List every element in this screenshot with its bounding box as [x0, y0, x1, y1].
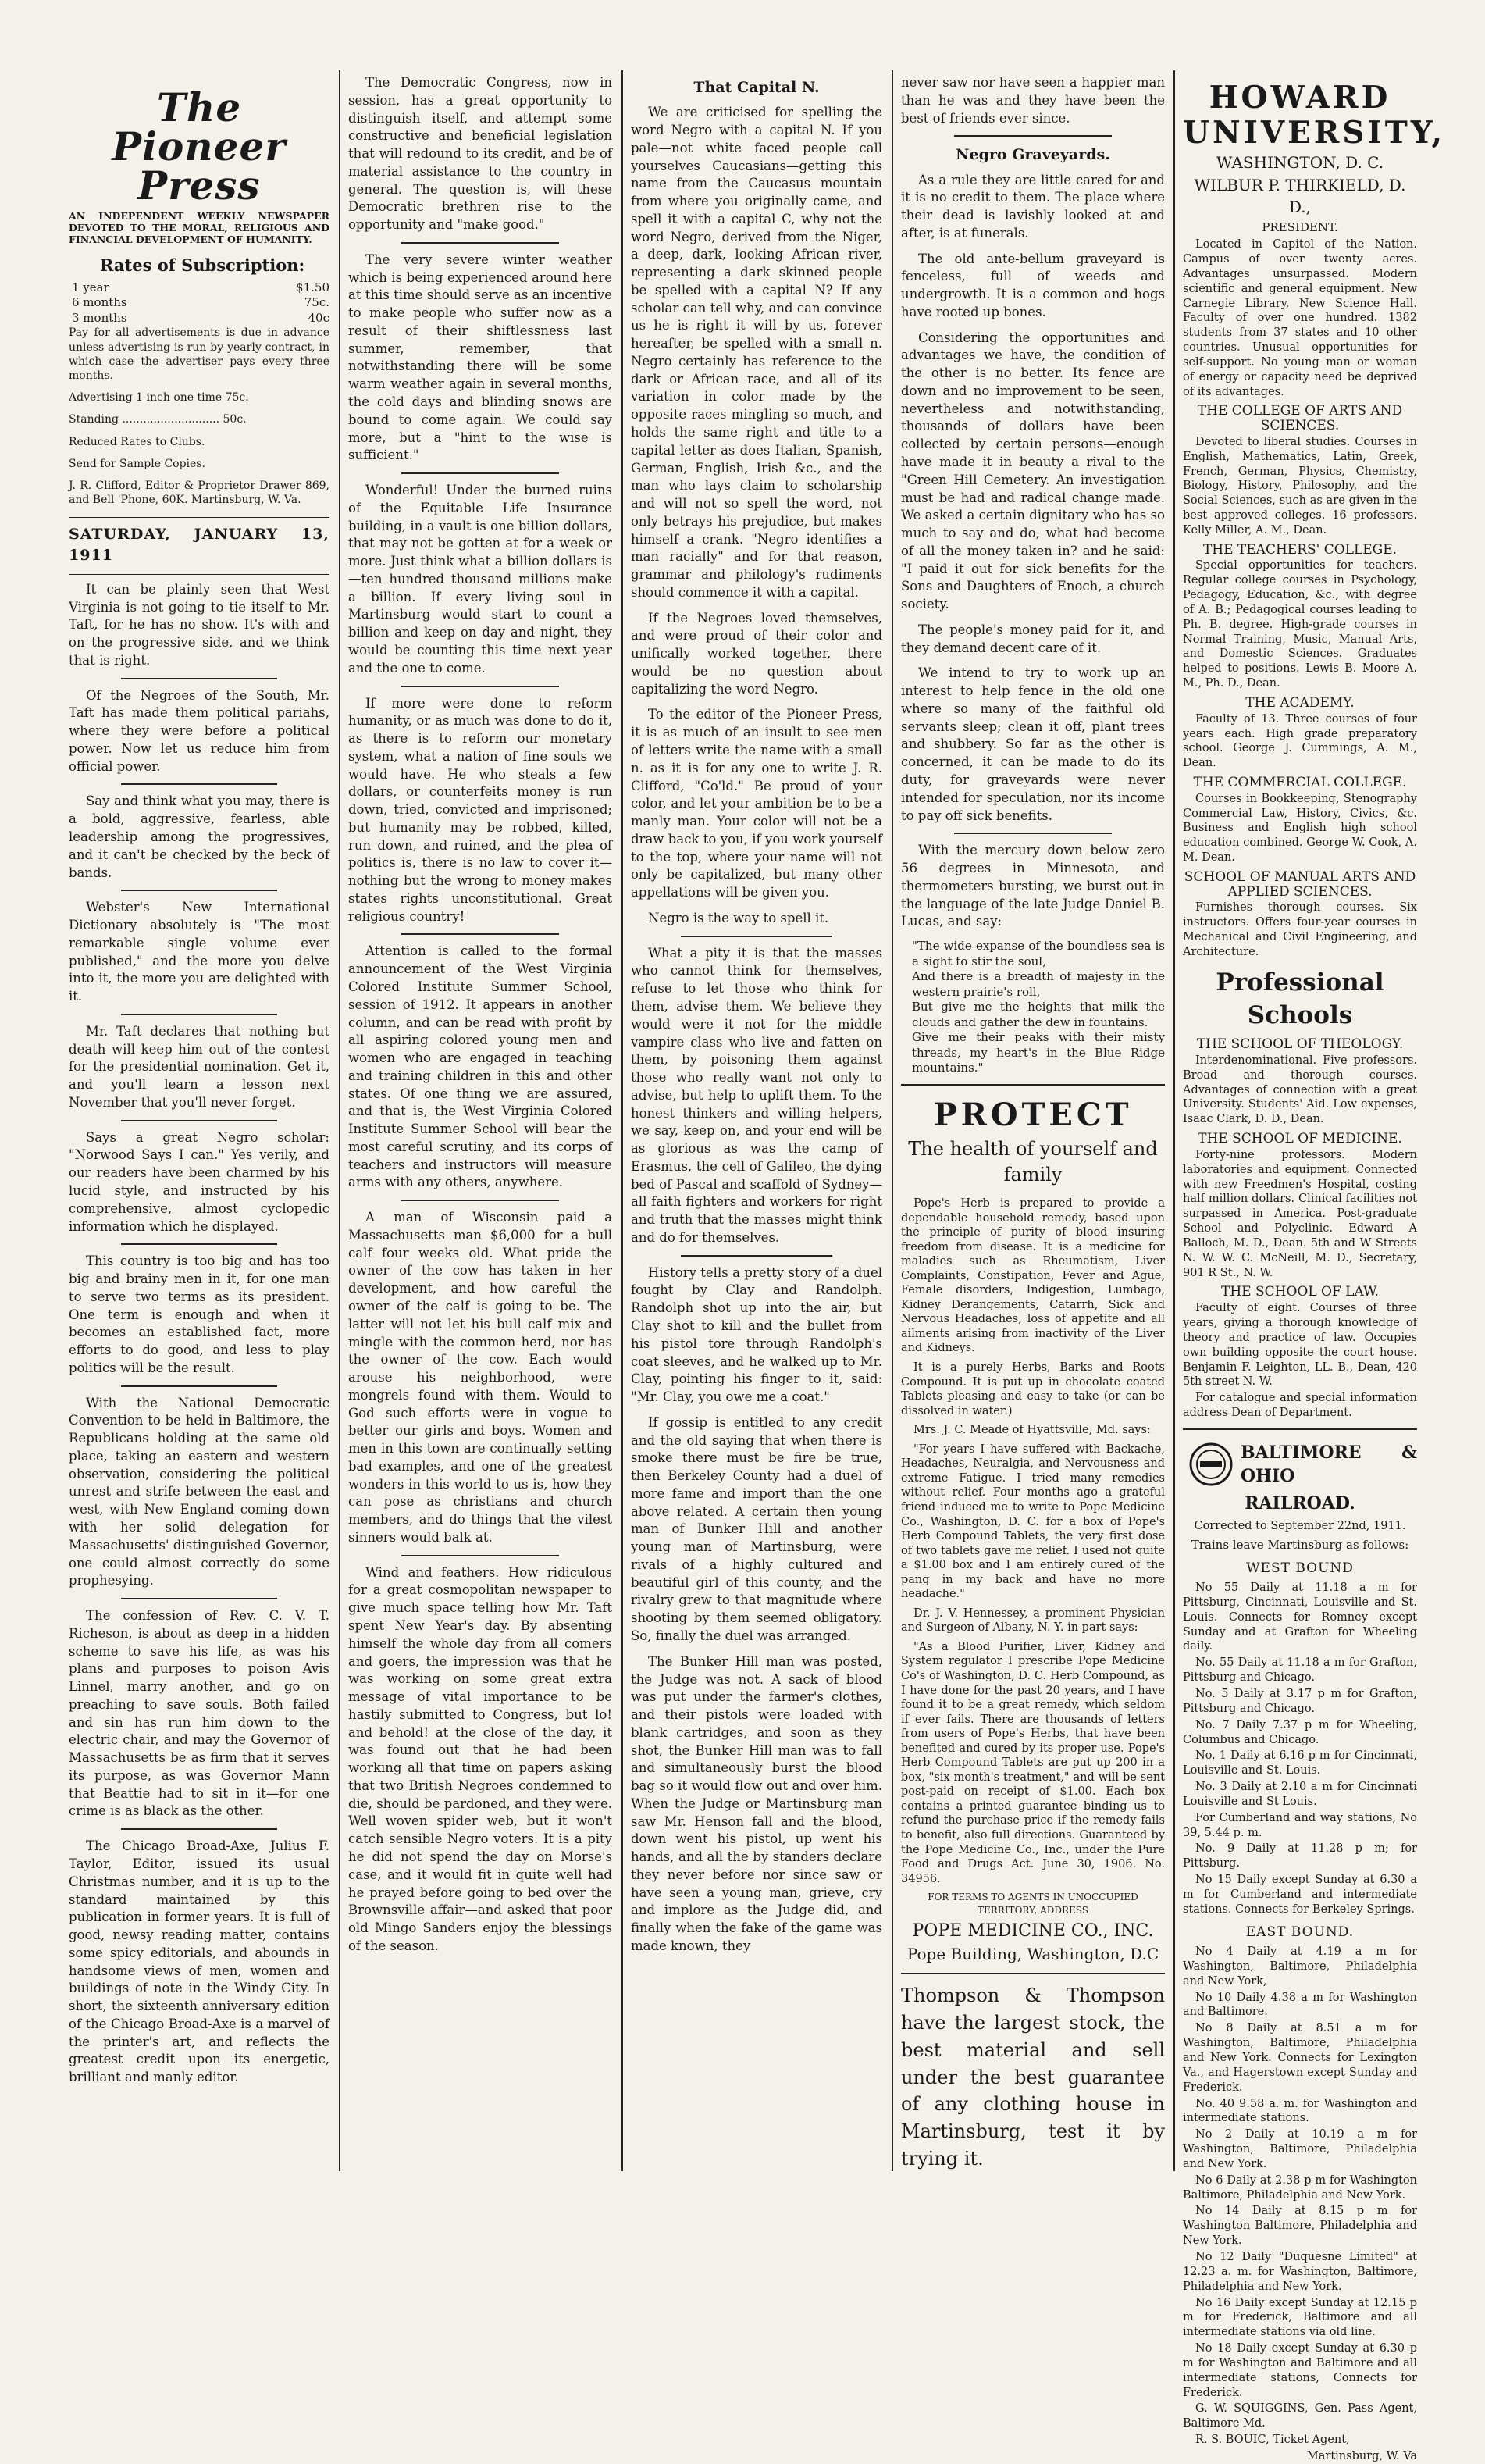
train-entry: No 4 Daily at 4.19 a m for Washington, Baltimore, Philadelphia and New York,: [1183, 1945, 1417, 1988]
train-entry: No 18 Daily except Sunday at 6.30 p m for Washington and Baltimore and all intermediate stations, Connects for Frederick.: [1183, 2342, 1417, 2399]
article-paragraph: Considering the opportunities and advantages we have, the condition of the other is no better. Its fence are down and no improvement to be seen, nevertheless and notwithstanding, thousands of dollars have been collected by certain persons—enough have made it in beauty a rival to the "Green Hill Cemetery. An investigation must be had and radical change made. We asked a certain dignitary who has so much to say and do, what had become of all the money taken in? and he said: "I paid it out for sick benefits for the Sons and Daughters of Enoch, a church society.: [901, 330, 1165, 612]
train-entry: No. 1 Daily at 6.16 p m for Cincinnati, Louisville and St. Louis.: [1183, 1749, 1417, 1778]
divider: [121, 890, 277, 891]
article-paragraph: To the editor of the Pioneer Press, it is as much of an insult to see men of letters write the name with a small n. as it is for any one to write J. R. Clifford, "Co'ld." Be proud of your color, and let your ambition be to be a manly man. Your color will not be a draw back to you, if you work yourself to the top, where your name will not only be capitalized, but many other appellations will be given you.: [631, 707, 882, 900]
poem-line: And there is a breadth of majesty in the western prairie's roll,: [912, 969, 1165, 999]
agent-place: Martinsburg, W. Va: [1306, 2449, 1417, 2462]
column-3: [631, 74, 882, 2171]
train-entry: No 2 Daily at 10.19 a m for Washington, Baltimore, Philadelphia and New York.: [1183, 2128, 1417, 2170]
column-5: [1183, 74, 1446, 2462]
ad-paragraph: "For years I have suffered with Backache, Headaches, Neuralgia, and Nervousness and extreme Fatigue. I tried many remedies without relief. Four months ago a grateful friend induced me to write to Pope Medicine Co., Washington, D. C. for a box of Pope's Herb Compound Tablets, the very first dose of two tablets gave me relief. I used not quite a $1.00 box and I am entirely cured of the pang in my back and have no more headache.": [901, 1442, 1165, 1601]
ad-paragraph: Mrs. J. C. Meade of Hyattsville, Md. says:: [913, 1424, 1151, 1437]
section-text: Furnishes thorough courses. Six instructors. Offers four-year courses in Mechanical and Civil Engineering, and Architecture.: [1183, 901, 1417, 958]
train-entry: No. 3 Daily at 2.10 a m for Cincinnati Louisville and St Louis.: [1183, 1781, 1417, 1808]
divider: [121, 1243, 277, 1245]
article-paragraph: The old ante-bellum graveyard is fenceless, full of weeds and undergrowth. It is a common and hogs have rooted up bones.: [901, 251, 1165, 319]
editorial-paragraph: Says a great Negro scholar: "Norwood Says I can." Yes verily, and our readers have been charmed by his lucid style, and instructed by his comprehensive, almost cyclopedic information which he displayed.: [69, 1129, 329, 1234]
editorial-paragraph: Of the Negroes of the South, Mr. Taft has made them political pariahs, where they were before a political power. Now let us reduce him from official power.: [69, 687, 329, 774]
article-headline: Negro Graveyards.: [956, 146, 1110, 164]
divider: [401, 1555, 560, 1556]
article-paragraph: Negro is the way to spell it.: [648, 910, 829, 925]
divider: [954, 135, 1113, 137]
article-paragraph: We are criticised for spelling the word Negro with a capital N. If you pale—not white faced people call yourselves Caucasians—getting this name from the Caucasus mountain from where you originally came, and spell it with a capital C, why not the word Negro, derived from the Niger, a deep, dark, looking African river, representing a dark skinned people be spelled with a capital N? If any scholar can tell why, and can convince us he is right it will by us, forever hereafter, be spelled with a small n. Negro certainly has reference to the dark or African race, and all of its variation in color made by the opposite races mingling so much, and holds the same right and title to a capital letter as does Italian, Spanish, German, English, Irish &c., and the man who lays claim to scholarship and will not so spell the word, not only betrays his prejudice, but makes himself a crank. "Negro identifies a man racially" and for that reason, grammar and philology's rudiments should commence it with a capital.: [631, 105, 882, 600]
ad-rate-standing: Standing ............................ 50c.: [69, 413, 247, 426]
section-title: THE ACADEMY.: [1245, 695, 1355, 711]
ad-paragraph: "As a Blood Purifier, Liver, Kidney and System regulator I prescribe Pope Medicine Co's of Washington, D. C. Herb Compound, as I have done for the past 20 years, and I have found it to be a great remedy, which seldom if ever fails. There are thousands of letters from users of Pope's Herbs, that have been benefited and cured by its proper use. Pope's Herb Compound Tablets are put up 200 in a box, "six month's treatment," and will be sent post-paid on receipt of $1.00. Each box contains a printed guarantee binding us to refund the purchase price if the remedy fails to benefit, also full directions. Guaranteed by the Pope Medicine Co., Inc., under the Pure Food and Drugs Act. June 30, 1906. No. 34956.: [901, 1640, 1165, 1885]
railroad-logo: [1189, 1441, 1417, 1489]
section-title: THE COMMERCIAL COLLEGE.: [1193, 775, 1407, 791]
issue-date: SATURDAY, JANUARY 13, 1911: [69, 526, 329, 564]
article-paragraph: As a rule they are little cared for and it is no credit to them. The place where their dead is lavishly looked at and after, is at funerals.: [901, 172, 1165, 241]
article-paragraph: If gossip is entitled to any credit and the old saying that when there is smoke there must be fire be true, then Berkeley County had a duel of more fame and import than the one above related. A certain then young man of Bunker Hill and another young man of Martinsburg, were rivals of a highly cultured and beautiful girl of this county, and the rivalry grew to that magnitude where shooting by them seemed obligatory. So, finally the duel was arranged.: [631, 1414, 882, 1643]
masthead: The Pioneer Press: [112, 84, 287, 209]
divider: [121, 678, 277, 679]
column-2: [348, 74, 612, 2171]
section-text: Courses in Bookkeeping, Stenography Commercial Law, History, Civics, &c. Business and English high school education combined. George W. Cook, A. M. Dean.: [1183, 792, 1417, 865]
section-title: SCHOOL OF MANUAL ARTS AND APPLIED SCIENCES.: [1184, 868, 1416, 900]
agents-terms: FOR TERMS TO AGENTS IN UNOCCUPIED TERRITORY, ADDRESS: [928, 1892, 1138, 1916]
editorial-paragraph: Attention is called to the formal announcement of the West Virginia Colored Institute Summer School, session of 1912. It appears in another column, and can be read with profit by all aspiring colored young men and women who are engaged in teaching and training children in this and other states. Of one thing we are assured, and that is, the West Virginia Colored Institute Summer School will bear the most careful scrutiny, and its corps of teachers and instructors will measure arms with any others, anywhere.: [348, 943, 612, 1190]
rate-row: 3 months 40c: [72, 310, 329, 325]
passenger-agent: G. W. SQUIGGINS, Gen. Pass Agent, Baltimore Md.: [1183, 2402, 1417, 2430]
rate-row: 1 year $1.50: [72, 280, 329, 294]
section-title: THE COLLEGE OF ARTS AND SCIENCES.: [1197, 403, 1403, 434]
train-entry: No. 5 Daily at 3.17 p m for Grafton, Pittsburg and Chicago.: [1183, 1688, 1417, 1715]
article-paragraph: The Bunker Hill man was posted, the Judge was not. A sack of blood was put under the farmer's clothes, and their pistols were loaded with blank cartridges, and soon as they shot, the Bunker Hill man was to fall and simultaneously burst the blood bag so it would flow out and over him. When the Judge or Martinsburg man saw Mr. Henson fall and the blood, down went his pistol, up went his hands, and all the by standers declare they never before nor since saw or have seen a young man, grieve, cry and implore as the Judge did, and finally when the fake of the game was made known, they: [631, 1653, 882, 1954]
railroad-name: BALTIMORE & OHIO: [1241, 1442, 1417, 1487]
editorial-paragraph: The Chicago Broad-Axe, Julius F. Taylor, Editor, issued its usual Christmas number, and it is up to the standard maintained by this publication in former years. It is full of good, newsy reading matter, contains some spicy editorials, and abounds in handsome views of men, women and buildings of note in the Windy City. In short, the sixteenth anniversary edition of the Chicago Broad-Axe is a marvel of the printer's art, and reflects the greatest credit upon its energetic, brilliant and manly editor.: [69, 1838, 329, 2085]
editorial-paragraph: It can be plainly seen that West Virginia is not going to tie itself to Mr. Taft, for he has no show. It's with and on the progressive side, and we think that is right.: [69, 581, 329, 668]
ad-subheadline: The health of yourself and family: [908, 1137, 1158, 1186]
ticket-agent: R. S. BOUIC, Ticket Agent,: [1195, 2434, 1350, 2447]
railroad-corrected: Corrected to September 22nd, 1911.: [1194, 1519, 1406, 1532]
thompson-ad: Thompson & Thompson have the largest stock, the best material and sell under the best guarantee of any clothing house in Martinsburg, test it by trying it.: [901, 1984, 1165, 2170]
section-title: THE SCHOOL OF MEDICINE.: [1198, 1131, 1402, 1147]
company-name: POPE MEDICINE CO., INC.: [912, 1921, 1154, 1942]
section-title: THE SCHOOL OF THEOLOGY.: [1196, 1036, 1404, 1053]
section-text: Faculty of eight. Courses of three years, giving a thorough knowledge of theory and practice of law. Occupies own building opposite the court house. Benjamin F. Leighton, LL. B., Dean, 420 5th street N. W.: [1183, 1302, 1417, 1389]
poem: [901, 939, 1165, 1076]
section-text: Interdenominational. Five professors. Broad and thorough courses. Advantages of connection with a great University. Students' Aid. Low expenses, Isaac Clark, D. D., Dean.: [1183, 1054, 1417, 1126]
article-headline: That Capital N.: [693, 79, 820, 96]
section-text: Devoted to liberal studies. Courses in English, Mathematics, Latin, Greek, French, German, Physics, Chemistry, Biology, History, Philosophy, and the Social Sciences, such as are given in the best approved colleges. 16 professors. Kelly Miller, A. M., Dean.: [1183, 435, 1417, 537]
editorial-paragraph: Say and think what you may, there is a bold, aggressive, fearless, able leadership among the progressives, and it can't be checked by the beck of bands.: [69, 793, 329, 880]
editorial-paragraph: With the National Democratic Convention to be held in Baltimore, the Republicans holding at the same old place, taking an eastern and western observation, considering the political unrest and strife between the east and west, with New England coming down with her solid delegation for Massachusetts' distinguished Governor, one could almost correctly do some prophesying.: [69, 1395, 329, 1589]
rate-row: 6 months 75c.: [72, 295, 329, 310]
poem-line: Give me their peaks with their misty threads, my heart's in the Blue Ridge mountains.": [912, 1030, 1165, 1075]
divider: [681, 1255, 832, 1257]
divider: [121, 1014, 277, 1015]
pope-herb-ad: [901, 1196, 1165, 1965]
university-title: HOWARD UNIVERSITY,: [1183, 80, 1446, 151]
section-text: Faculty of 13. Three courses of four years each. High grade preparatory school. George J. Cummings, A. M., Dean.: [1183, 712, 1417, 770]
editorial-paragraph: This country is too big and has too big and brainy men in it, for one man to serve two terms as its president. One term is enough and when it becomes an established fact, more efforts to do good, and less to play politics will be the result.: [69, 1253, 329, 1375]
west-bound-title: WEST BOUND: [1246, 1560, 1354, 1576]
train-entry: No. 9 Daily at 11.28 p m; for Pittsburg.: [1183, 1842, 1417, 1870]
divider: [901, 1084, 1165, 1086]
column-rule: [339, 70, 340, 2171]
column-1: [69, 74, 329, 2171]
company-address: Pope Building, Washington, D.C: [906, 1944, 1159, 1963]
article-paragraph: The people's money paid for it, and they demand decent care of it.: [901, 622, 1165, 655]
section-title: THE TEACHERS' COLLEGE.: [1202, 541, 1398, 558]
train-entry: No 16 Daily except Sunday at 12.15 p m for Frederick, Baltimore and all intermediate stations via old line.: [1183, 2296, 1417, 2339]
divider: [121, 783, 277, 785]
article-paragraph: What a pity it is that the masses who cannot think for themselves, refuse to let those who think for them, advise them. We believe they would were it not for the middle vampire class who live and fatten on them, by poisoning them against those who really want not only to advise, but help to uplift them. To the honest thinkers and willing helpers, we say, keep on, and your end will be as glorious as was the camp of Erasmus, the cell of Galileo, the dying bed of Pascal and scaffold of Sydney—all faith fighters and workers for right and truth that the masses might think and do for themselves.: [631, 945, 882, 1245]
editorial-paragraph: Wonderful! Under the burned ruins of the Equitable Life Insurance building, in a vault is one billion dollars, that may not be gotten at for a week or more. Just think what a billion dollars is—ten hundred thousand millions make a billion. If every living soul in Martinsburg would start to count a billion and keep on day and night, they would be counting this time next year and the one to come.: [348, 483, 612, 676]
university-intro: Located in Capitol of the Nation. Campus of over twenty acres. Advantages unsurpassed. Modern scientific and general equipment. New Carnegie Library. New Science Hall. Faculty of over one hundred. 1382 students from 37 states and 10 other countries. Unusual opportunities for self-support. No young man or woman of energy or capacity need be deprived of its advantages.: [1183, 238, 1417, 398]
railroad-seal-icon: [1189, 1442, 1233, 1486]
divider: [901, 1973, 1165, 1974]
ad-paragraph: Pope's Herb is prepared to provide a dependable household remedy, based upon the principle of purity of blood insuring freedom from disease. It is a medicine for maladies such as Rheumatism, Liver Complaints, Constipation, Fever and Ague, Female disorders, Indigestion, Lumbago, Kidney Derangements, Catarrh, Sick and Nervous Headaches, loss of appetite and all ailments arising from inactivity of the Liver and Kidneys.: [901, 1197, 1165, 1355]
ad-headline: PROTECT: [933, 1096, 1133, 1133]
column-4: [901, 74, 1165, 2171]
section-text: Special opportunities for teachers. Regular college courses in Psychology, Pedagogy, Education, &c., with degree of A. B.; Pedagogical courses leading to Ph. B. degree. High-grade courses in Normal Training, Music, Manual Arts, and Domestic Sciences. Graduates helped to positions. Lewis B. Moore A. M., Ph. D., Dean.: [1183, 559, 1417, 690]
editorial-paragraph: The very severe winter weather which is being experienced around here at this time should serve as an incentive to make people who suffer now as a result of their shiftlessness last summer, remember, that notwithstanding there will be some warm weather again in several months, the cold days and blinding snows are bound to come again. We could say more, but a "hint to the wise is sufficient.": [348, 251, 612, 463]
catalog-note: For catalogue and special information address Dean of Department.: [1183, 1392, 1417, 1420]
article-continuation: never saw nor have seen a happier man than he was and they have been the best of friends ever since.: [901, 75, 1165, 126]
tagline: AN INDEPENDENT WEEKLY NEWSPAPER DEVOTED TO THE MORAL, RELIGIOUS AND FINANCIAL DEVELOPMENT OF HUMANITY.: [69, 210, 329, 245]
divider: [954, 833, 1113, 834]
university-president: WILBUR P. THIRKIELD, D. D.,: [1194, 176, 1406, 216]
divider: [401, 686, 560, 687]
divider: [401, 933, 560, 935]
university-city: WASHINGTON, D. C.: [1216, 152, 1384, 172]
column-rule: [621, 70, 623, 2171]
editorial-paragraph: The Democratic Congress, now in session, has a great opportunity to distinguish itself, and attempt some constructive and beneficial legislation that will redound to its credit, and be of material assistance to the country in general. The question is, will these Democratic brethren rise to the opportunity and "make good.": [348, 75, 612, 233]
train-entry: No 8 Daily at 8.51 a m for Washington, Baltimore, Philadelphia and New York. Connects for Lexington Va., and Hagerstown except Sunday and Frederick.: [1183, 2022, 1417, 2094]
east-bound-title: EAST BOUND.: [1245, 1924, 1355, 1940]
article-paragraph: We intend to try to work up an interest to help fence in the old one where so many of the faithful old servants sleep; clean it off, plant trees and shubbery. So far as the other is concerned, it can be made to do its duty, for graveyards were never intended for speculation, nor its income to pay off sick benefits.: [901, 665, 1165, 823]
train-entry: No 15 Daily except Sunday at 6.30 a m for Cumberland and intermediate stations. Connects for Berkeley Springs.: [1183, 1874, 1417, 1916]
divider: [1183, 1428, 1417, 1430]
ad-paragraph: It is a purely Herbs, Barks and Roots Compound. It is put up in chocolate coated Tablets pleasing and easy to take (or can be dissolved in water.): [901, 1361, 1165, 1417]
poem-line: But give me the heights that milk the clouds and gather the dew in fountains.: [912, 1000, 1165, 1029]
ad-rate: Advertising 1 inch one time 75c.: [69, 391, 249, 405]
editorial-paragraph: If more were done to reform humanity, or as much was done to do it, as there is to reform our monetary system, what a nation of fine souls we would have. He who steals a few dollars, or counterfeits money is run down, tried, convicted and imprisoned; but humanity may be robbed, killed, run down, and ruined, and the plea of politics is, there is no law to cover it—nothing but the wrong to money makes states rights unconstitutional. Great religious country!: [348, 695, 612, 924]
section-text: Forty-nine professors. Modern laboratories and equipment. Connected with new Freedmen's Hospital, costing half million dollars. Clinical facilities not surpassed in America. Post-graduate School and Polyclinic. Edward A Balloch, M. D., Dean. 5th and W Streets N. W. W. C. McNeill, M. D., Secretary, 901 R St., N. W.: [1183, 1148, 1417, 1279]
sample-copies: Send for Sample Copies.: [69, 457, 205, 470]
railroad-title: RAILROAD.: [1245, 1492, 1355, 1514]
editorial-paragraph: Webster's New International Dictionary absolutely is "The most remarkable single volume ever published," and the more you delve into it, the more you are delighted with it.: [69, 900, 329, 1004]
divider: [69, 572, 329, 575]
rates-title: Rates of Subscription:: [100, 255, 305, 275]
editorial-paragraph: Mr. Taft declares that nothing but death will keep him out of the contest for the presidential nomination. Get it, and you'll learn a lesson next November that you'll never forget.: [69, 1023, 329, 1110]
reduced-rates: Reduced Rates to Clubs.: [69, 435, 205, 448]
editorial-paragraph: Wind and feathers. How ridiculous for a great cosmopolitan newspaper to give much space telling how Mr. Taft spent New Year's day. By absenting himself the whole day from all comers and goers, the impression was that he was working on some great extra message of vital importance to be hastily submitted to Congress, but lo! and behold! at the close of the day, it was found out that he had been working all that time on papers asking that two British Negroes condemned to die, should be pardoned, and they were. Well woven spider web, but it won't catch sensible Negro voters. It is a pity he did not spend the day on Morse's case, and it would fit in quite well had he prayed before going to bed over the Brownsville affair—and asked that poor old Mingo Sanders enjoy the blessings of the season.: [348, 1564, 612, 1953]
poem-line: "The wide expanse of the boundless sea is a sight to stir the soul,: [912, 939, 1165, 968]
professional-schools-title: Professional Schools: [1216, 968, 1384, 1030]
editor-line: J. R. Clifford, Editor & Proprietor Drawer 869, and Bell 'Phone, 60K. Martinsburg, W. Va.: [69, 479, 329, 507]
column-rule: [892, 70, 893, 2171]
column-rule: [1173, 70, 1175, 2171]
divider: [121, 1120, 277, 1121]
divider: [401, 472, 560, 474]
train-entry: No 14 Daily at 8.15 p m for Washington Baltimore, Philadelphia and New York.: [1183, 2205, 1417, 2248]
railroad-leave: Trains leave Martinsburg as follows:: [1191, 1537, 1409, 1552]
editorial-paragraph: A man of Wisconsin paid a Massachusetts man $6,000 for a bull calf four weeks old. What pride the owner of the cow has taken in her development, and how careful the owner of the calf is going to be. The latter will not let his bull calf mix and mingle with the common herd, nor has the owner of the cow. Each would arouse his neighborhood, were mongrels found with them. Would to God such efforts were in vogue to better our girls and boys. Women and men in this town are continually setting bad examples, and one of the greatest wonders in this world to us is, how they can pose as christians and church members, and do things that the vilest sinners would balk at.: [348, 1210, 612, 1545]
train-entry: No. 55 Daily at 11.18 a m for Grafton, Pittsburg and Chicago.: [1183, 1656, 1417, 1685]
train-entry: For Cumberland and way stations, No 39, 5.44 p. m.: [1183, 1811, 1417, 1839]
president-role: PRESIDENT.: [1262, 220, 1338, 235]
train-entry: No 10 Daily 4.38 a m for Washington and Baltimore.: [1183, 1991, 1417, 2019]
divider: [69, 515, 329, 518]
section-title: THE SCHOOL OF LAW.: [1221, 1284, 1379, 1300]
train-entry: No 55 Daily at 11.18 a m for Pittsburg, Cincinnati, Louisville and St. Louis. Connects for Romney except Sunday and at Grafton for Wheeling daily.: [1183, 1581, 1417, 1653]
article-paragraph: History tells a pretty story of a duel fought by Clay and Randolph. Randolph shot up into the air, but Clay shot to kill and the bullet from his pistol tore through Randolph's coat sleeves, and he walked up to Mr. Clay, pointing his finger to it, said: "Mr. Clay, you owe me a coat.": [631, 1264, 882, 1405]
editorial-paragraph: The confession of Rev. C. V. T. Richeson, is about as deep in a hidden scheme to save his life, as was his plans and purposes to poison Avis Linnel, marry another, and go on preaching to save souls. Both failed and sin has run him down to the electric chair, and may the Governor of Massachusetts be as firm that it serves its purpose, as was Governor Mann that Beattie had to sit in it—for one crime is as black as the other.: [69, 1608, 329, 1819]
ad-paragraph: Dr. J. V. Hennessey, a prominent Physician and Surgeon of Albany, N. Y. in part says:: [901, 1606, 1165, 1635]
divider: [401, 242, 560, 244]
divider: [121, 1385, 277, 1387]
divider: [121, 1828, 277, 1830]
payment-terms: Pay for all advertisements is due in advance unless advertising is run by yearly contract, in which case the advertiser pays every three months.: [69, 326, 329, 383]
article-paragraph: With the mercury down below zero 56 degrees in Minnesota, and thermometers bursting, we burst out in the language of the late Judge Daniel B. Lucas, and say:: [901, 843, 1165, 929]
train-entry: No. 40 9.58 a. m. for Washington and intermediate stations.: [1183, 2097, 1417, 2125]
train-entry: No 6 Daily at 2.38 p m for Washington Baltimore, Philadelphia and New York.: [1183, 2173, 1417, 2202]
divider: [401, 1200, 560, 1201]
article-paragraph: If the Negroes loved themselves, and were proud of their color and unifically worked together, there would be no question about capitalizing the word Negro.: [631, 610, 882, 697]
divider: [121, 1598, 277, 1599]
train-entry: No. 7 Daily 7.37 p m for Wheeling, Columbus and Chicago.: [1183, 1718, 1417, 1746]
divider: [681, 936, 832, 937]
train-entry: No 12 Daily "Duquesne Limited" at 12.23 a. m. for Washington, Baltimore, Philadelphia and New York.: [1183, 2250, 1417, 2293]
